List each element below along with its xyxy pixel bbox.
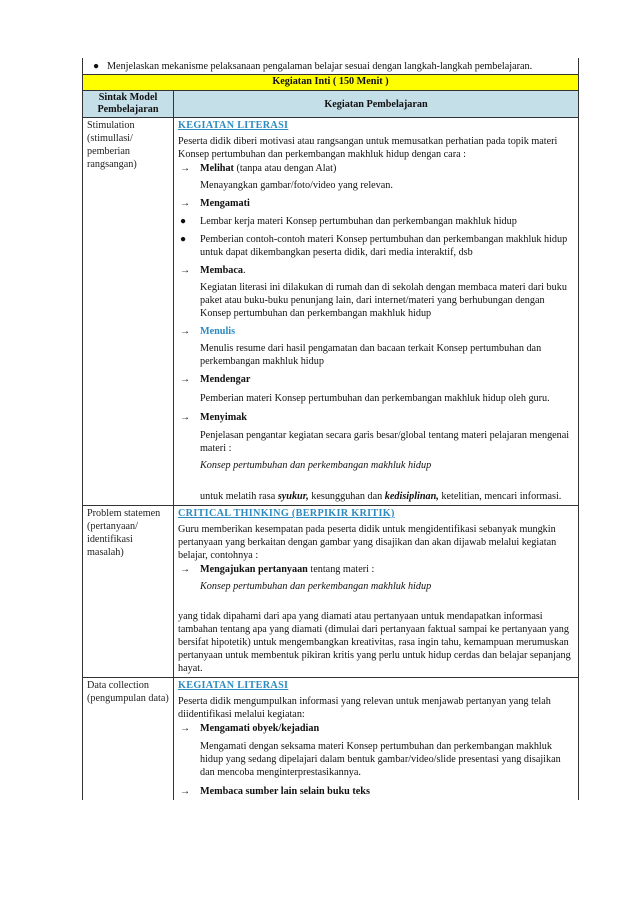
arrow-icon: → bbox=[180, 412, 191, 423]
arrow-icon: → bbox=[180, 265, 191, 276]
data-collection-label: Data collection (pengumpulan data) bbox=[83, 678, 174, 801]
arrow-icon: → bbox=[180, 723, 191, 734]
melihat-desc: Menayangkan gambar/foto/video yang relevan. bbox=[200, 180, 393, 191]
membaca-title: Membaca bbox=[200, 265, 243, 276]
step-mengajukan bbox=[178, 563, 574, 576]
section-title-literasi: KEGIATAN LITERASI bbox=[178, 120, 289, 131]
closing-part-c: ketelitian, mencari informasi. bbox=[438, 491, 562, 502]
bullet-lembar-kerja bbox=[178, 215, 574, 228]
stimulation-content bbox=[174, 118, 579, 506]
mendengar-desc: Pemberian materi Konsep pertumbuhan dan perkembangan makhluk hidup oleh guru. bbox=[200, 393, 550, 404]
step-mendengar bbox=[178, 373, 574, 386]
data-collection-row bbox=[83, 678, 579, 801]
arrow-icon: → bbox=[180, 326, 191, 337]
step-menulis bbox=[178, 325, 574, 338]
stimulation-intro: Peserta didik diberi motivasi atau rangsangan untuk memusatkan perhatian pada topik materi Konsep pertumbuhan dan perkembangan makhluk hidup dengan cara : bbox=[178, 136, 558, 160]
menyimak-topic: Konsep pertumbuhan dan perkembangan makhluk hidup bbox=[200, 460, 432, 471]
menyimak-desc: Penjelasan pengantar kegiatan secara garis besar/global tentang materi pelajaran mengenai materi : bbox=[200, 430, 570, 454]
mengajukan-title: Mengajukan pertanyaan bbox=[200, 564, 308, 575]
membaca-sumber-title: Membaca sumber lain selain buku teks bbox=[200, 786, 370, 797]
problem-topic: Konsep pertumbuhan dan perkembangan makhluk hidup bbox=[200, 581, 432, 592]
intro-text: Menjelaskan mekanisme pelaksanaan pengalaman belajar sesuai dengan langkah-langkah pembelajaran. bbox=[107, 61, 533, 72]
bullet-contoh bbox=[178, 233, 574, 259]
step-membaca bbox=[178, 264, 574, 277]
menulis-desc: Menulis resume dari hasil pengamatan dan bacaan terkait Konsep pertumbuhan dan perkembangan makhluk hidup bbox=[200, 343, 542, 367]
closing-part-b: kesungguhan dan bbox=[308, 491, 385, 502]
data-collection-content bbox=[174, 678, 579, 801]
stimulation-label: Stimulation (stimullasi/ pemberian rangsangan) bbox=[83, 118, 174, 506]
intro-bullet-item bbox=[83, 58, 578, 74]
step-membaca-sumber bbox=[178, 785, 574, 798]
header-kegiatan: Kegiatan Pembelajaran bbox=[174, 91, 579, 118]
header-sintak: Sintak Model Pembelajaran bbox=[83, 91, 174, 118]
problem-row bbox=[83, 506, 579, 678]
problem-intro: Guru memberikan kesempatan pada peserta didik untuk mengidentifikasi sebanyak mungkin pertanyaan yang berkaitan dengan gambar yang disajikan dan akan dijawab melalui kegiatan belajar, contohnya : bbox=[178, 524, 557, 561]
intro-row bbox=[83, 58, 579, 75]
section-title-critical-thinking: CRITICAL THINKING (BERPIKIR KRITIK) bbox=[178, 508, 395, 519]
problem-content bbox=[174, 506, 579, 678]
step-mengamati-obyek bbox=[178, 722, 574, 735]
melihat-title: Melihat bbox=[200, 163, 234, 174]
bullet-dot-icon: ● bbox=[180, 216, 187, 227]
menyimak-title: Menyimak bbox=[200, 412, 247, 423]
membaca-dot: . bbox=[243, 265, 246, 276]
bullet-dot-icon: ● bbox=[93, 61, 100, 72]
arrow-icon: → bbox=[180, 163, 191, 174]
melihat-rest: (tanpa atau dengan Alat) bbox=[233, 163, 337, 174]
step-melihat bbox=[178, 162, 574, 175]
stimulation-row bbox=[83, 118, 579, 506]
arrow-icon: → bbox=[180, 564, 191, 575]
stimulation-closing bbox=[178, 490, 574, 503]
step-menyimak bbox=[178, 411, 574, 424]
mengamati-title: Mengamati bbox=[200, 198, 250, 209]
data-intro: Peserta didik mengumpulkan informasi yang relevan untuk menjawab pertanyan yang telah diidentifikasi melalui kegiatan: bbox=[178, 696, 551, 720]
problem-label: Problem statemen (pertanyaan/ identifikasi masalah) bbox=[83, 506, 174, 678]
closing-part-a: untuk melatih rasa bbox=[200, 491, 278, 502]
arrow-icon: → bbox=[180, 198, 191, 209]
kegiatan-inti-title: Kegiatan Inti ( 150 Menit ) bbox=[83, 75, 579, 91]
lesson-table bbox=[82, 58, 579, 800]
bullet-dot-icon: ● bbox=[180, 234, 187, 245]
bullet-text: Lembar kerja materi Konsep pertumbuhan dan perkembangan makhluk hidup bbox=[200, 216, 517, 227]
arrow-icon: → bbox=[180, 374, 191, 385]
mengamati-obyek-desc: Mengamati dengan seksama materi Konsep pertumbuhan dan perkembangan makhluk hidup yang sedang dipelajari dalam bentuk gambar/video/slide presentasi yang disajikan dan mencoba menginterprestasikannya. bbox=[200, 741, 561, 778]
closing-syukur: syukur, bbox=[277, 491, 309, 502]
menulis-title: Menulis bbox=[200, 326, 236, 337]
section-title-literasi: KEGIATAN LITERASI bbox=[178, 680, 289, 691]
step-mengamati bbox=[178, 197, 574, 210]
header-row bbox=[83, 91, 579, 118]
closing-disiplin: kedisiplinan, bbox=[384, 491, 439, 502]
yellow-title-row bbox=[83, 75, 579, 91]
lesson-plan-document bbox=[82, 58, 579, 800]
mengamati-obyek-title: Mengamati obyek/kejadian bbox=[200, 723, 320, 734]
bullet-text: Pemberian contoh-contoh materi Konsep pertumbuhan dan perkembangan makhluk hidup untuk dapat dikembangkan peserta didik, dari media interaktif, dsb bbox=[200, 234, 568, 258]
membaca-desc: Kegiatan literasi ini dilakukan di rumah dan di sekolah dengan membaca materi dari buku paket atau buku-buku penunjang lain, dari internet/materi yang berhubungan dengan Konsep pertumbuhan dan perkembangan makhluk hidup bbox=[200, 282, 567, 319]
mendengar-title: Mendengar bbox=[200, 374, 251, 385]
arrow-icon: → bbox=[180, 786, 191, 797]
mengajukan-rest: tentang materi : bbox=[307, 564, 375, 575]
problem-closing: yang tidak dipahami dari apa yang diamati atau pertanyaan untuk mendapatkan informasi tambahan tentang apa yang diamati (dimulai dari pertanyaan faktual sampai ke pertanyaan yang bersifat hipotetik) untuk mengembangkan kreativitas, rasa ingin tahu, kemampuan merumuskan pertanyaan untuk membentuk pikiran kritis yang perlu untuk hidup cerdas dan belajar sepanjang hayat. bbox=[178, 611, 571, 674]
